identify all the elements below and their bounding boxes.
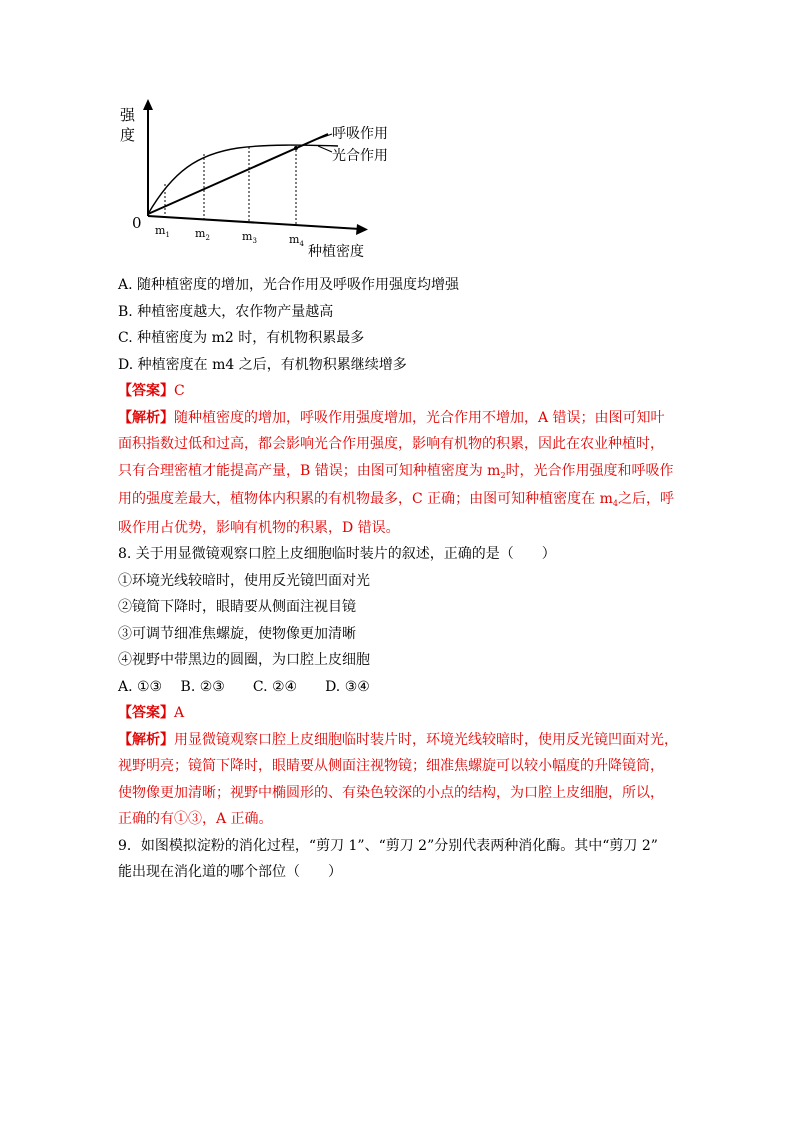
density-intensity-graph: [118, 96, 418, 266]
answer-label: 【答案】: [118, 383, 174, 399]
analysis-label: 【解析】: [118, 409, 174, 426]
q8-item-1: ①环境光线较暗时，使用反光镜凹面对光: [118, 572, 370, 589]
respiration-line: [148, 134, 328, 214]
answer-value: C: [174, 383, 185, 399]
q7-option-d: D. 种植密度在 m4 之后，有机物积累继续增多: [118, 356, 407, 373]
q7-option-c: C. 种植密度为 m2 时，有机物积累最多: [118, 330, 365, 346]
y-label-1: 强: [120, 106, 136, 124]
q8-item-2: ②镜简下降时，眼睛要从侧面注视目镜: [118, 599, 356, 615]
q7-option-b: B. 种植密度越大，农作物产量越高: [118, 303, 334, 320]
q8-analysis-line-4: 正确的有①③，A 正确。: [118, 811, 273, 827]
q7-option-a: A. 随种植密度的增加，光合作用及呼吸作用强度均增强: [118, 277, 460, 293]
q7-analysis-line-2: 面积指数过低和过高，都会影响光合作用强度，影响有机物的积累，因此在农业种植时，: [118, 436, 664, 452]
analysis-text: 用的强度差最大，植物体内积累的有机物最多，C 正确；由图可知种植密度在 m: [118, 491, 613, 507]
answer-value: A: [174, 705, 185, 721]
x-axis-arrow-icon: [356, 224, 368, 235]
y-axis-arrow-icon: [143, 99, 153, 110]
q9-line-2: 能出现在消化道的哪个部位（ ）: [118, 864, 342, 880]
tick-m4: $m_4$: [289, 233, 304, 248]
q8-analysis-line-3: 使物像更加清晰；视野中椭圆形的、有染色较深的小点的结构，为口腔上皮细胞，所以，: [118, 784, 664, 801]
tick-m2: $m_2$: [195, 227, 210, 242]
analysis-text: 随种植密度的增加，呼吸作用强度增加，光合作用不增加，A 错误；由图可知叶: [174, 409, 665, 426]
q7-analysis-line-5: [118, 486, 678, 515]
respiration-label: 呼吸作用: [332, 126, 388, 142]
q7-answer: [118, 378, 678, 405]
origin-label: 0: [132, 214, 142, 232]
q8-options: A. ①③ B. ②③ C. ②④ D. ③④: [118, 678, 370, 695]
answer-label: 【答案】: [118, 705, 174, 721]
q7-analysis-line-7: 吸作用占优势，影响有机物的积累，D 错误。: [118, 519, 400, 536]
subscript-4: 4: [612, 499, 618, 508]
photosynthesis-label: 光合作用: [332, 148, 388, 164]
respiration-leader: [312, 134, 332, 141]
analysis-text: 之后，呼: [617, 491, 674, 507]
q8-analysis-line-1: [118, 727, 678, 754]
x-label: 种植密度: [308, 244, 364, 260]
photosynthesis-curve: [148, 145, 338, 214]
y-label-2: 度: [120, 126, 136, 144]
q8-analysis-line-2: 视野明亮；镜简下降时，眼睛要从侧面注视物镜；细准焦螺旋可以较小幅度的升降镜筒，: [118, 758, 664, 774]
graph-svg: [118, 96, 418, 266]
q8-answer: [118, 700, 678, 727]
subscript-2: 2: [500, 470, 506, 480]
photosynthesis-leader: [318, 146, 332, 152]
q8-stem: 8. 关于用显微镜观察口腔上皮细胞临时装片的叙述，正确的是（ ）: [118, 546, 556, 562]
question-content: [118, 272, 678, 886]
q8-item-4: ④视野中带黑边的圆圈，为口腔上皮细胞: [118, 652, 370, 668]
tick-m1: $m_1$: [155, 224, 170, 239]
q7-analysis-line-1: [118, 405, 678, 432]
x-axis: [148, 216, 360, 229]
tick-m3: $m_3$: [242, 230, 257, 245]
intersection-point: [294, 146, 298, 150]
q9-line-1: 9．如图模拟淀粉的消化过程，“剪刀 1”、“剪刀 2”分别代表两种消化酶。其中“剪刀 2”: [118, 837, 658, 854]
analysis-label: 【解析】: [118, 731, 174, 748]
analysis-text: 时，光合作用强度和呼吸作: [505, 462, 674, 479]
q7-analysis-line-3: 只有合理密植才能提高产量，B 错误；由图可知种植密度为 $m_2$时，光合作用强度和呼吸作: [118, 462, 674, 480]
analysis-text: 用显微镜观察口腔上皮细胞临时装片时，环境光线较暗时，使用反光镜凹面对光，: [174, 731, 678, 748]
q8-item-3: ③可调节细准焦螺旋，使物像更加清晰: [118, 625, 356, 642]
